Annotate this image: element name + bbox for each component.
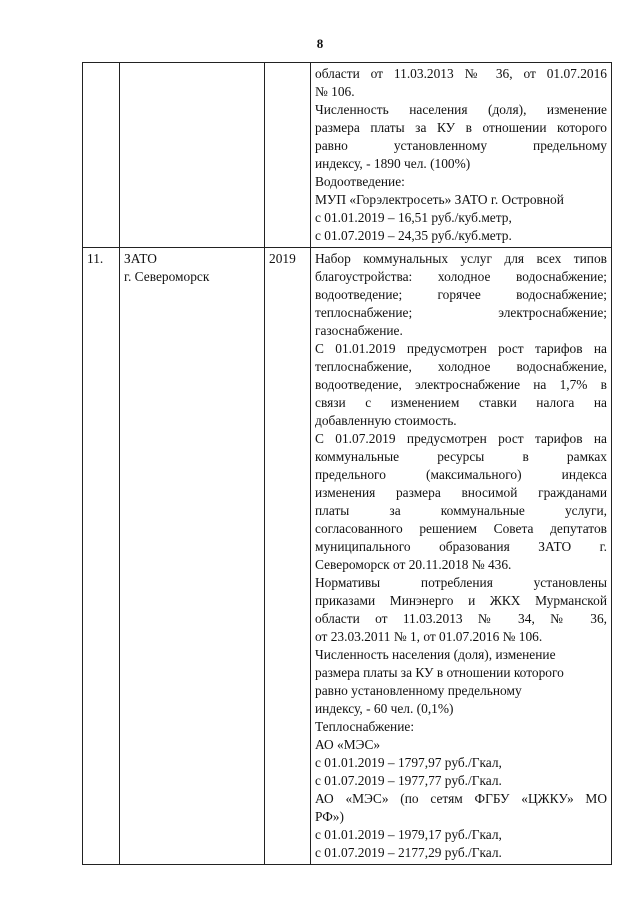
row-number-cell [83,63,120,248]
description-line: размера платы за КУ в отношении которого [315,665,564,680]
description-line: № 106. [315,84,355,99]
description-line: размера платы за КУ в отношении которого [315,120,607,135]
year-cell: 2019 [265,248,311,865]
municipality-name-line: г. Североморск [124,269,210,284]
description-line: согласованного решением Совета депутатов [315,521,607,536]
description-line: газоснабжение. [315,323,403,338]
description-line: Численность населения (доля), изменение [315,102,607,117]
row-number-cell: 11. [83,248,120,865]
tariff-table [82,62,612,865]
municipality-cell [120,63,265,248]
description-line: Водоотведение: [315,174,405,189]
description-line: платы за коммунальные услуги, [315,503,607,518]
description-line: с 01.01.2019 – 1797,97 руб./Гкал, [315,755,502,770]
description-line: С 01.01.2019 предусмотрен рост тарифов на [315,341,607,356]
description-line: добавленную стоимость. [315,413,457,428]
description-line: РФ») [315,809,344,824]
description-line: Набор коммунальных услуг для всех типов [315,251,607,266]
description-line: коммунальные ресурсы в рамках [315,449,607,464]
description-line: АО «МЭС» (по сетям ФГБУ «ЦЖКУ» МО [315,791,607,806]
description-line: равно установленному предельному [315,138,607,153]
municipality-cell [120,248,265,865]
description-line: области от 11.03.2013 № 36, от 01.07.2016 [315,66,607,81]
description-line: Североморск от 20.11.2018 № 436. [315,557,512,572]
table-row [83,63,612,248]
table-row [83,248,612,865]
description-line: предельного (максимального) индекса [315,467,607,482]
description-line: Теплоснабжение: [315,719,415,734]
description-line: МУП «Горэлектросеть» ЗАТО г. Островной [315,192,564,207]
description-line: с 01.01.2019 – 16,51 руб./куб.метр, [315,210,512,225]
description-line: муниципального образования ЗАТО г. [315,539,607,554]
description-line: с 01.07.2019 – 1977,77 руб./Гкал. [315,773,502,788]
description-line: связи с изменением ставки налога на [315,395,607,410]
description-line: области от 11.03.2013 № 34, № 36, [315,611,607,626]
description-line: приказами Минэнерго и ЖКХ Мурманской [315,593,607,608]
description-cell [311,248,612,865]
description-line: Численность населения (доля), изменение [315,647,556,662]
description-line: благоустройства: холодное водоснабжение; [315,269,607,284]
description-line: индексу, - 60 чел. (0,1%) [315,701,454,716]
description-line: С 01.07.2019 предусмотрен рост тарифов на [315,431,607,446]
description-line: теплоснабжение, холодное водоснабжение, [315,359,607,374]
description-line: Нормативы потребления установлены [315,575,607,590]
description-line: с 01.01.2019 – 1979,17 руб./Гкал, [315,827,502,842]
description-line: водоотведение, электроснабжение на 1,7% в [315,377,607,392]
description-line: теплоснабжение; электроснабжение; [315,305,607,320]
description-line: с 01.07.2019 – 2177,29 руб./Гкал. [315,845,502,860]
description-line: равно установленному предельному [315,683,522,698]
description-cell [311,63,612,248]
municipality-name-line: ЗАТО [124,251,157,266]
description-line: изменения размера вносимой гражданами [315,485,607,500]
year-cell [265,63,311,248]
description-line: от 23.03.2011 № 1, от 01.07.2016 № 106. [315,629,543,644]
description-line: с 01.07.2019 – 24,35 руб./куб.метр. [315,228,512,243]
description-line: АО «МЭС» [315,737,381,752]
table-body [83,63,612,865]
page-number: 8 [316,36,324,51]
description-line: индексу, - 1890 чел. (100%) [315,156,471,171]
description-line: водоотведение; горячее водоснабжение; [315,287,607,302]
